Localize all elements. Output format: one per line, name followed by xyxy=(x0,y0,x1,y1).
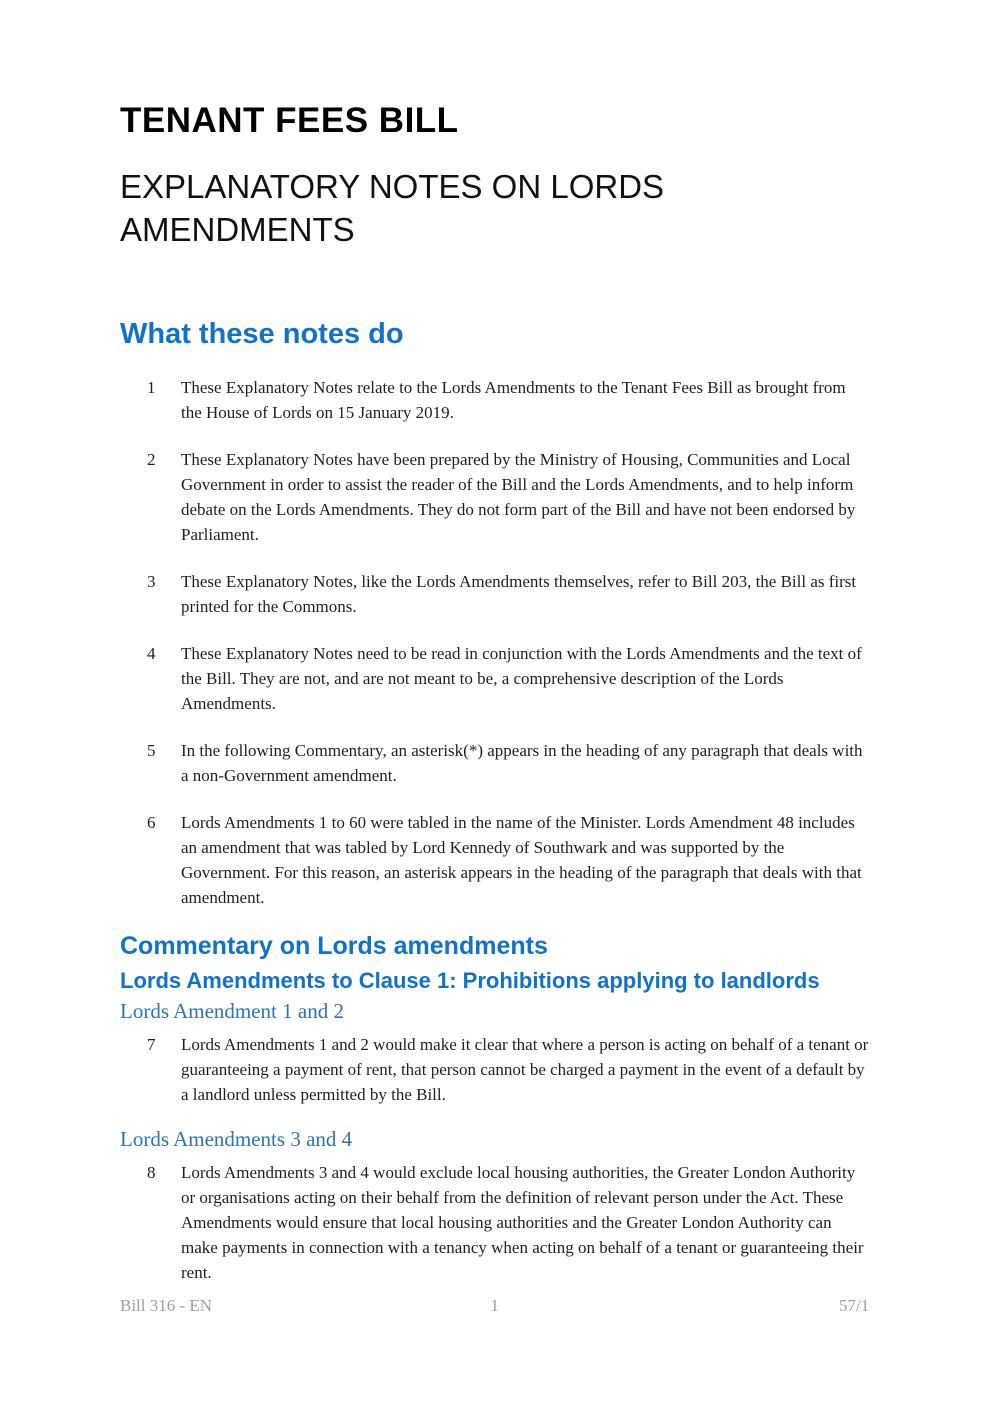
paragraph-number: 4 xyxy=(147,643,156,663)
numbered-paragraph-6 xyxy=(120,810,870,910)
paragraph-number: 2 xyxy=(147,449,156,469)
paragraph-number: 8 xyxy=(147,1162,156,1182)
numbered-paragraph-8 xyxy=(120,1160,870,1285)
paragraph-text: Lords Amendments 3 and 4 would exclude local housing authorities, the Greater London Authority or organisations acting on their behalf from the definition of relevant person under the Act. These Amendments would ensure that local housing authorities and the Greater London Authority can make payments in connection with a tenancy when acting on behalf of a tenant or guaranteeing their rent. xyxy=(181,1162,864,1282)
numbered-paragraph-2 xyxy=(120,447,870,547)
amendment-subheading: Lords Amendments 3 and 4 xyxy=(120,1126,353,1151)
paragraph-text: These Explanatory Notes relate to the Lords Amendments to the Tenant Fees Bill as brought from the House of Lords on 15 January 2019. xyxy=(181,377,846,422)
paragraph-text: Lords Amendments 1 to 60 were tabled in the name of the Minister. Lords Amendment 48 includes an amendment that was tabled by Lord Kennedy of Southwark and was supported by the Government. For this reason, an asterisk appears in the heading of the paragraph that deals with that amendment. xyxy=(181,812,862,907)
paragraph-number: 3 xyxy=(147,571,156,591)
section-heading-commentary: Commentary on Lords amendments xyxy=(120,931,548,960)
numbered-paragraph-7 xyxy=(120,1032,870,1107)
numbered-paragraph-3 xyxy=(120,569,870,619)
document-subtitle: EXPLANATORY NOTES ON LORDS AMENDMENTS xyxy=(120,168,665,248)
section-heading-what-these-notes-do: What these notes do xyxy=(120,317,404,350)
numbered-paragraph-5 xyxy=(120,738,870,788)
amendment-subheading: Lords Amendment 1 and 2 xyxy=(120,998,344,1023)
paragraph-number: 6 xyxy=(147,812,156,832)
document-title: TENANT FEES BILL xyxy=(120,101,459,140)
footer-bill-number: Bill 316 - EN xyxy=(120,1296,213,1315)
paragraph-text: In the following Commentary, an asterisk(*) appears in the heading of any paragraph that deals with a non-Government amendment. xyxy=(181,740,863,785)
footer-version-number: 57/1 xyxy=(839,1296,870,1315)
subsection-amendment-1-2 xyxy=(120,999,870,1107)
paragraph-text: Lords Amendments 1 and 2 would make it clear that where a person is acting on behalf of a tenant or guaranteeing a payment of rent, that person cannot be charged a payment in the event of a default by a landlord unless permitted by the Bill. xyxy=(181,1034,869,1104)
numbered-paragraph-1 xyxy=(120,375,870,425)
page-footer xyxy=(120,1296,870,1316)
paragraph-text: These Explanatory Notes need to be read in conjunction with the Lords Amendments and the text of the Bill. They are not, and are not meant to be, a comprehensive description of the Lords Amendments. xyxy=(181,643,862,713)
paragraph-number: 5 xyxy=(147,740,156,760)
paragraph-number: 1 xyxy=(147,377,156,397)
footer-page-number: 1 xyxy=(490,1296,499,1315)
subsection-amendment-3-4 xyxy=(120,1127,870,1285)
numbered-paragraph-4 xyxy=(120,641,870,716)
paragraph-text: These Explanatory Notes have been prepared by the Ministry of Housing, Communities and Local Government in order to assist the reader of the Bill and the Lords Amendments, and to help inform debate on the Lords Amendments. They do not form part of the Bill and have not been endorsed by Parliament. xyxy=(181,449,856,544)
notes-paragraph-list xyxy=(120,375,870,910)
clause-heading: Lords Amendments to Clause 1: Prohibitions applying to landlords xyxy=(120,967,820,993)
paragraph-number: 7 xyxy=(147,1034,156,1054)
paragraph-text: These Explanatory Notes, like the Lords Amendments themselves, refer to Bill 203, the Bill as first printed for the Commons. xyxy=(181,571,857,616)
